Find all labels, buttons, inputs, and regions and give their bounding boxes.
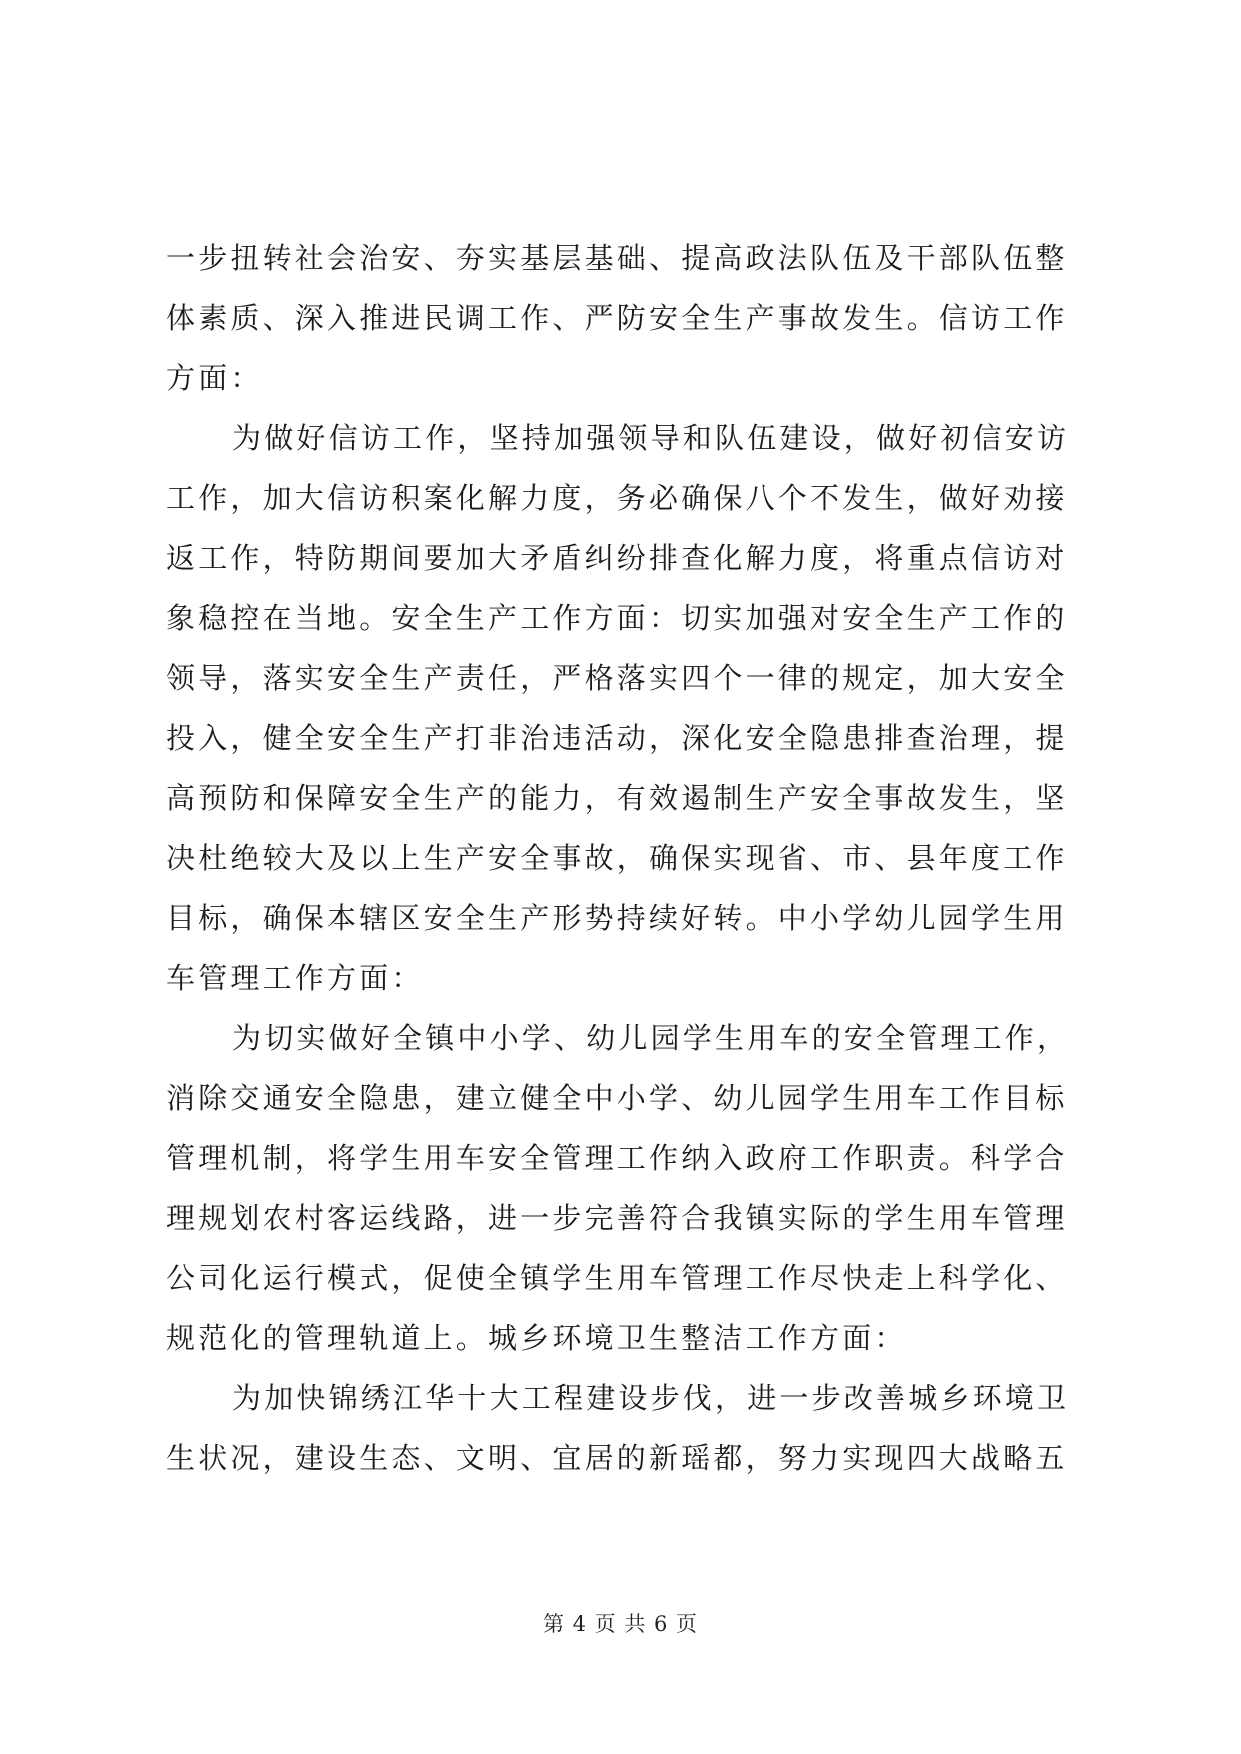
body-line: 工作，加大信访积案化解力度，务必确保八个不发生，做好劝接 — [166, 481, 1068, 515]
body-line: 象稳控在当地。安全生产工作方面：切实加强对安全生产工作的 — [166, 601, 1068, 635]
body-line: 生状况，建设生态、文明、宜居的新瑶都，努力实现四大战略五 — [166, 1441, 1068, 1475]
body-line: 方面： — [166, 361, 263, 395]
body-line: 规范化的管理轨道上。城乡环境卫生整洁工作方面： — [166, 1321, 907, 1355]
page-footer: 第 4 页 共 6 页 — [542, 1612, 699, 1636]
body-line: 领导，落实安全生产责任，严格落实四个一律的规定，加大安全 — [166, 661, 1068, 695]
body-line: 公司化运行模式，促使全镇学生用车管理工作尽快走上科学化、 — [166, 1261, 1068, 1295]
paragraph-first-line: 为做好信访工作，坚持加强领导和队伍建设，做好初信安访 — [232, 421, 1070, 455]
body-line: 理规划农村客运线路，进一步完善符合我镇实际的学生用车管理 — [166, 1201, 1068, 1235]
body-line: 消除交通安全隐患，建立健全中小学、幼儿园学生用车工作目标 — [166, 1081, 1068, 1115]
body-line: 目标，确保本辖区安全生产形势持续好转。中小学幼儿园学生用 — [166, 901, 1068, 935]
body-line: 车管理工作方面： — [166, 961, 424, 995]
body-line: 决杜绝较大及以上生产安全事故，确保实现省、市、县年度工作 — [166, 841, 1068, 875]
body-line: 管理机制，将学生用车安全管理工作纳入政府工作职责。科学合 — [166, 1141, 1068, 1175]
paragraph-first-line: 为切实做好全镇中小学、幼儿园学生用车的安全管理工作， — [232, 1021, 1070, 1055]
body-line: 投入，健全安全生产打非治违活动，深化安全隐患排查治理，提 — [166, 721, 1068, 755]
paragraph-first-line: 为加快锦绣江华十大工程建设步伐，进一步改善城乡环境卫 — [232, 1381, 1070, 1415]
body-line: 一步扭转社会治安、夯实基层基础、提高政法队伍及干部队伍整 — [166, 241, 1068, 275]
body-line: 体素质、深入推进民调工作、严防安全生产事故发生。信访工作 — [166, 301, 1068, 335]
body-line: 返工作，特防期间要加大矛盾纠纷排查化解力度，将重点信访对 — [166, 541, 1068, 575]
body-line: 高预防和保障安全生产的能力，有效遏制生产安全事故发生，坚 — [166, 781, 1068, 815]
